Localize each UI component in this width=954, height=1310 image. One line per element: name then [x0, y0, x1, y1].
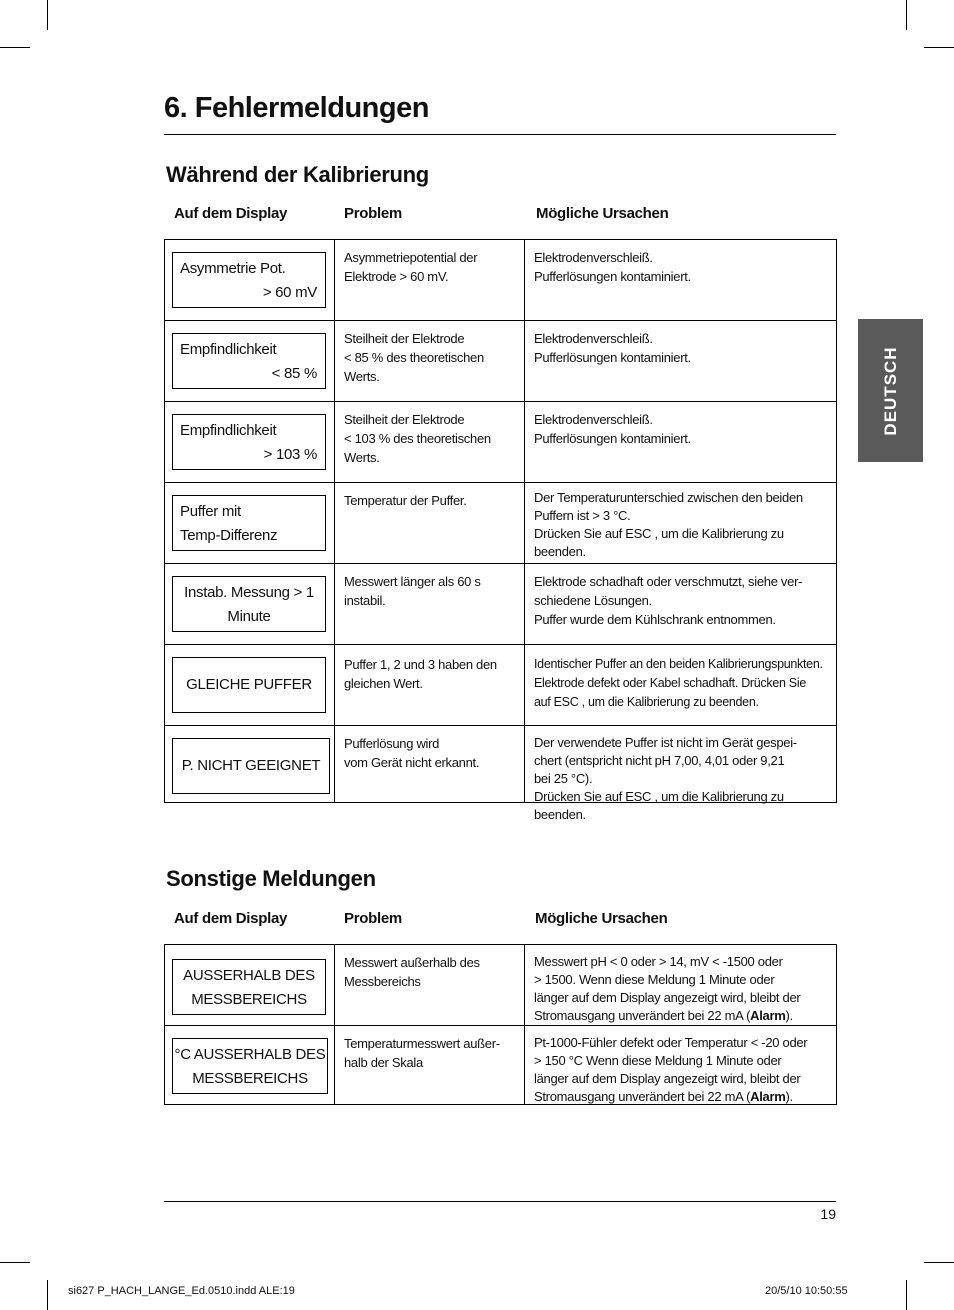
title-divider — [164, 134, 836, 135]
problem-cell — [335, 564, 525, 644]
col-header-display: Auf dem Display — [174, 205, 288, 222]
display-line-2: MESSBEREICHS — [191, 991, 307, 1008]
table-row — [165, 240, 836, 320]
display-line-2: MESSBEREICHS — [192, 1070, 308, 1087]
display-message — [172, 657, 326, 713]
col-header-causes: Mögliche Ursachen — [535, 910, 668, 927]
crop-mark — [0, 1262, 30, 1263]
display-message — [172, 959, 326, 1015]
causes-cell — [525, 564, 836, 644]
causes-text: Identischer Puffer an den beiden Kalibrierungspunkten. Elektrode defekt oder Kabel schadhaft. Drücken Sie auf ESC , um die Kalibrierung zu beenden. — [534, 657, 823, 709]
display-message — [172, 738, 330, 794]
causes-text: Elektrode schadhaft oder verschmutzt, siehe ver- schiedene Lösungen. Puffer wurde dem Kühlschrank entnommen. — [534, 574, 803, 627]
problem-text: Asymmetriepotential der Elektrode > 60 mV. — [344, 250, 478, 284]
display-line-2: > 103 % — [263, 446, 317, 463]
crop-mark — [47, 0, 48, 30]
crop-mark — [47, 1280, 48, 1310]
display-line-2: > 60 mV — [262, 284, 317, 301]
crop-mark — [906, 0, 907, 30]
causes-cell — [525, 726, 836, 822]
display-cell — [165, 564, 335, 644]
col-header-display: Auf dem Display — [174, 910, 288, 927]
other-messages-table — [164, 944, 837, 1105]
causes-cell — [525, 1026, 836, 1104]
display-cell — [165, 402, 335, 482]
problem-cell — [335, 945, 525, 1025]
print-slug-date: 20/5/10 10:50:55 — [765, 1285, 848, 1297]
display-cell — [165, 240, 335, 320]
crop-mark — [0, 47, 30, 48]
table-row — [165, 321, 836, 401]
causes-main: Pt-1000-Fühler defekt oder Temperatur < -20 oder > 150 °C Wenn diese Meldung 1 Minute oder länger auf dem Display angezeigt wird, bleibt der Stromausgang unverändert bei 22 mA ( — [534, 1035, 808, 1104]
table-row — [165, 945, 836, 1025]
causes-text: Elektrodenverschleiß. Pufferlösungen kontaminiert. — [534, 331, 691, 365]
display-cell — [165, 645, 335, 725]
problem-cell — [335, 726, 525, 802]
crop-mark — [924, 47, 954, 48]
display-cell — [165, 1026, 335, 1104]
col-header-problem: Problem — [344, 910, 402, 927]
language-tab — [858, 319, 923, 462]
display-message — [172, 414, 326, 470]
causes-text: Elektrodenverschleiß. Pufferlösungen kontaminiert. — [534, 412, 691, 446]
causes-text — [534, 1034, 844, 1106]
problem-text: Temperaturmesswert außer- halb der Skala — [344, 1036, 500, 1070]
table-row — [165, 726, 836, 822]
causes-cell — [525, 483, 836, 563]
display-line-1: AUSSERHALB DES — [183, 967, 315, 984]
display-line-1: Asymmetrie Pot. — [180, 260, 286, 277]
problem-cell — [335, 483, 525, 563]
display-line-1: P. NICHT GEEIGNET — [181, 757, 321, 774]
col-header-problem: Problem — [344, 205, 402, 222]
causes-text: Der verwendete Puffer ist nicht im Gerät gespei- chert (entspricht nicht pH 7,00, 4,01 oder 9,21 bei 25 °C). Drücken Sie auf ESC , um die Kalibrierung zu beenden. — [534, 735, 797, 822]
problem-cell — [335, 1026, 525, 1104]
causes-text: Der Temperaturunterschied zwischen den beiden Puffern ist > 3 °C. Drücken Sie auf ESC , um die Kalibrierung zu beenden. — [534, 490, 803, 559]
problem-text: Steilheit der Elektrode < 85 % des theoretischen Werts. — [344, 331, 484, 384]
display-line-2: < 85 % — [271, 365, 317, 382]
display-line-1: Empfindlichkeit — [180, 422, 277, 439]
calibration-error-table — [164, 239, 837, 822]
causes-text — [534, 953, 844, 1025]
display-message — [172, 252, 326, 308]
display-message — [172, 1038, 328, 1094]
problem-text: Steilheit der Elektrode < 103 % des theoretischen Werts. — [344, 412, 491, 465]
causes-cell — [525, 645, 836, 725]
problem-text: Messwert außerhalb des Messbereichs — [344, 955, 480, 989]
page-title: 6. Fehlermeldungen — [164, 92, 429, 124]
causes-cell — [525, 402, 836, 482]
table-row — [165, 1026, 836, 1104]
display-line-1: Puffer mit — [180, 503, 241, 520]
alarm-label: Alarm — [750, 1008, 786, 1023]
causes-cell — [525, 945, 836, 1025]
problem-text: Messwert länger als 60 s instabil. — [344, 574, 481, 608]
causes-cell — [525, 321, 836, 401]
other-section-title: Sonstige Meldungen — [166, 866, 376, 891]
calibration-section-title: Während der Kalibrierung — [166, 162, 429, 187]
table-row — [165, 645, 836, 725]
display-message — [172, 495, 326, 551]
table-row — [165, 564, 836, 644]
display-line-1: Empfindlichkeit — [180, 341, 277, 358]
display-line-1: GLEICHE PUFFER — [186, 676, 312, 693]
causes-end: ). — [785, 1008, 793, 1023]
footer-divider — [164, 1201, 836, 1202]
problem-cell — [335, 402, 525, 482]
problem-text: Puffer 1, 2 und 3 haben den gleichen Wert. — [344, 657, 497, 691]
problem-text: Pufferlösung wird vom Gerät nicht erkannt. — [344, 736, 480, 770]
display-line-1: Instab. Messung > 1 — [184, 584, 314, 601]
display-message — [172, 333, 326, 389]
problem-text: Temperatur der Puffer. — [344, 493, 467, 508]
table-row — [165, 402, 836, 482]
crop-mark — [906, 1280, 907, 1310]
table-row — [165, 483, 836, 563]
page-number: 19 — [820, 1206, 836, 1222]
col-header-causes: Mögliche Ursachen — [536, 205, 669, 222]
crop-mark — [924, 1262, 954, 1263]
problem-cell — [335, 645, 525, 725]
causes-cell — [525, 240, 836, 320]
display-line-2: Minute — [227, 608, 271, 625]
alarm-label: Alarm — [750, 1089, 786, 1104]
problem-cell — [335, 240, 525, 320]
display-cell — [165, 726, 335, 802]
display-message — [172, 576, 326, 632]
print-slug-file: si627 P_HACH_LANGE_Ed.0510.indd ALE:19 — [68, 1285, 295, 1297]
display-cell — [165, 321, 335, 401]
causes-main: Messwert pH < 0 oder > 14, mV < -1500 oder > 1500. Wenn diese Meldung 1 Minute oder länger auf dem Display angezeigt wird, bleibt der Stromausgang unverändert bei 22 mA ( — [534, 954, 801, 1023]
display-cell — [165, 483, 335, 563]
causes-text: Elektrodenverschleiß. Pufferlösungen kontaminiert. — [534, 250, 691, 284]
problem-cell — [335, 321, 525, 401]
display-line-2: Temp-Differenz — [180, 527, 278, 544]
causes-end: ). — [785, 1089, 793, 1104]
display-line-1: °C AUSSERHALB DES — [174, 1046, 326, 1063]
language-tab-label: DEUTSCH — [880, 345, 900, 436]
display-cell — [165, 945, 335, 1025]
